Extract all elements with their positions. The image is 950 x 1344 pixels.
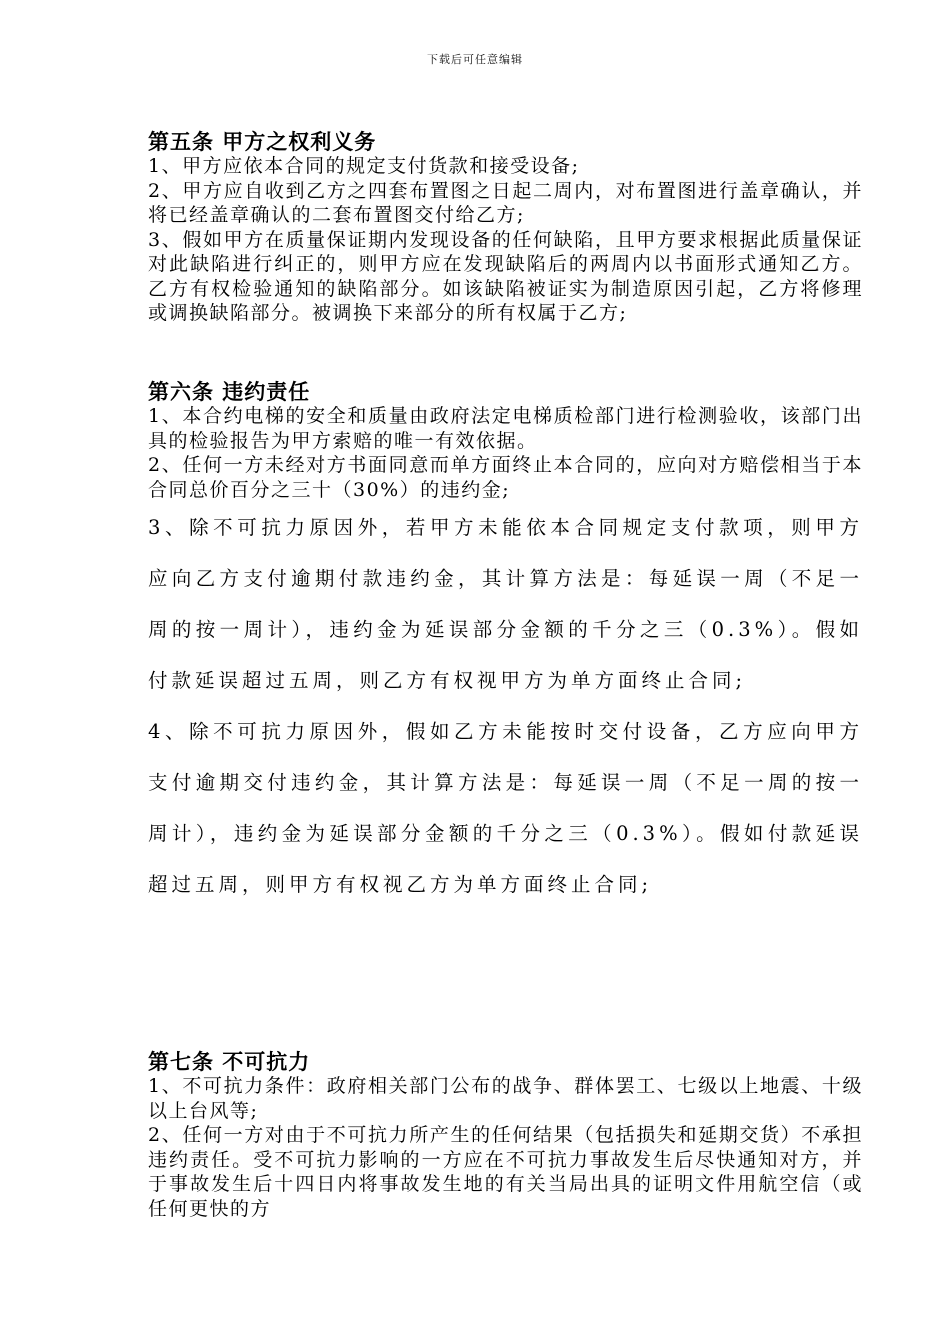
section-heading: 第七条 不可抗力 (148, 1049, 311, 1074)
clause-paragraph: 4、除不可抗力原因外，假如乙方未能按时交付设备，乙方应向甲方支付逾期交付违约金，其计算方法是：每延误一周（不足一周的按一周计），违约金为延误部分金额的千分之三（0.3%）。假如付款延误超过五周，则甲方有权视乙方为单方面终止合同; (148, 720, 863, 896)
section-article-5 (148, 130, 863, 326)
clause-paragraph: 2、甲方应自收到乙方之四套布置图之日起二周内，对布置图进行盖章确认，并将已经盖章确认的二套布置图交付给乙方; (148, 179, 863, 226)
clause-paragraph: 3、假如甲方在质量保证期内发现设备的任何缺陷，且甲方要求根据此质量保证对此缺陷进行纠正的，则甲方应在发现缺陷后的两周内以书面形式通知乙方。乙方有权检验通知的缺陷部分。如该缺陷被证实为制造原因引起，乙方将修理或调换缺陷部分。被调换下来部分的所有权属于乙方; (148, 228, 863, 324)
clause-paragraph: 2、任何一方对由于不可抗力所产生的任何结果（包括损失和延期交货）不承担违约责任。受不可抗力影响的一方应在不可抗力事故发生后尽快通知对方，并于事故发生后十四日内将事故发生地的有关当局出具的证明文件用航空信（或任何更快的方 (148, 1124, 863, 1220)
clause-paragraph: 1、本合约电梯的安全和质量由政府法定电梯质检部门进行检测验收，该部门出具的检验报告为甲方索赔的唯一有效依据。 (148, 405, 863, 452)
section-article-7 (148, 1050, 863, 1221)
clause-paragraph: 3、除不可抗力原因外，若甲方未能依本合同规定支付款项，则甲方应向乙方支付逾期付款违约金，其计算方法是：每延误一周（不足一周的按一周计），违约金为延误部分金额的千分之三（0.3%）。假如付款延误超过五周，则乙方有权视甲方为单方面终止合同; (148, 516, 863, 692)
section-heading: 第五条 甲方之权利义务 (148, 129, 377, 154)
clause-paragraph: 1、甲方应依本合同的规定支付货款和接受设备; (148, 155, 580, 177)
section-heading: 第六条 违约责任 (148, 379, 311, 404)
page-header: 下载后可任意编辑 (427, 53, 523, 66)
clause-paragraph: 1、不可抗力条件：政府相关部门公布的战争、群体罢工、七级以上地震、十级以上台风等; (148, 1075, 863, 1122)
clause-paragraph: 2、任何一方未经对方书面同意而单方面终止本合同的，应向对方赔偿相当于本合同总价百分之三十（30%）的违约金; (148, 454, 863, 501)
section-article-6 (148, 380, 863, 910)
